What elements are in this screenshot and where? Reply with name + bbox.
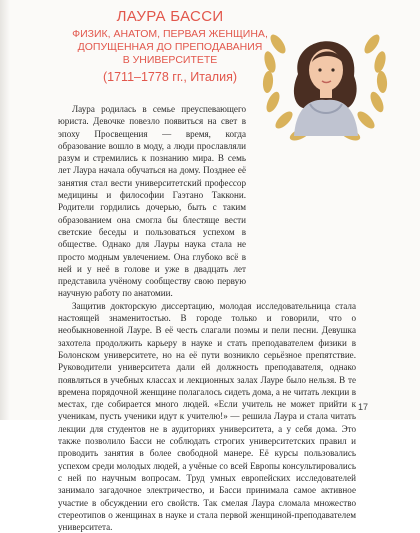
page-number: 17	[357, 402, 368, 412]
body-paragraph: Защитив докторскую диссертацию, молодая исследовательница стала настоящей знаменитостью. В городе только и говорили, что о необыкновенной Лауре. В её честь слагали поэмы и пели песни. Девушка захотела продолжить карьеру в науке и стать преподавателем физики в Болонском университете, но на её пути возникло серьёзное препятствие. Руководители университета дали ей должность преподавателя, однако появляться в учебных классах и лекционных залах Лауре было нельзя. В те времена порядочной женщине полагалось сидеть дома, а не читать лекции в местах, где собирается много людей. «Если учитель не может прийти к ученикам, пусть ученики идут к учителю!» — решила Лаура и стала читать лекции для студентов не в аудиториях университета, а у себя дома. Это также позволило Басси не соблюдать строгих университетских правил и проводить занятия в более свободной манере. Её курсы пользовались успехом среди молодых людей, а учёные со всей Европы консультировались с ней по научным вопросам. Труд умных европейских исследователей занимало загадочное электричество, и Басси принимала самое активное участие в обсуждении его свойств. Так смелая Лаура сломала множество стереотипов о женщинах в науке и стала первой женщиной-преподавателем университета.	[58, 300, 356, 533]
subtitle-line: ДОПУЩЕННАЯ ДО ПРЕПОДАВАНИЯ	[77, 41, 263, 53]
page-title: ЛАУРА БАССИ	[116, 8, 224, 25]
page-gutter-shadow	[0, 0, 10, 420]
subtitle-line: ФИЗИК, АНАТОМ, ПЕРВАЯ ЖЕНЩИНА,	[72, 28, 268, 40]
life-dates: (1711–1778 гг., Италия)	[102, 70, 237, 84]
article-body	[58, 103, 356, 533]
body-paragraph: Лаура родилась в семье преуспевающего юриста. Девочке повезло появиться на свет в эпоху Просвещения — время, когда образование вошло в моду, а люди прославляли разум и стремились к познанию мира. В семь лет Лаура начала обучаться на дому. Позднее её занятия стал вести университетский профессор медицины и философии Гаэтано Таккони. Родители гордились дочерью, быть с таким образованием она смогла бы блестяще вести светские беседы и пользоваться успехом в обществе. Однако для Лауры наука стала не просто модным увлечением. Она глубоко всё в ней и у неё в голове и уже в двадцать лет представила учёному сообществу свою первую научную работу по анатомии.	[58, 104, 246, 299]
subtitle-line: В УНИВЕРСИТЕТЕ	[122, 54, 218, 66]
